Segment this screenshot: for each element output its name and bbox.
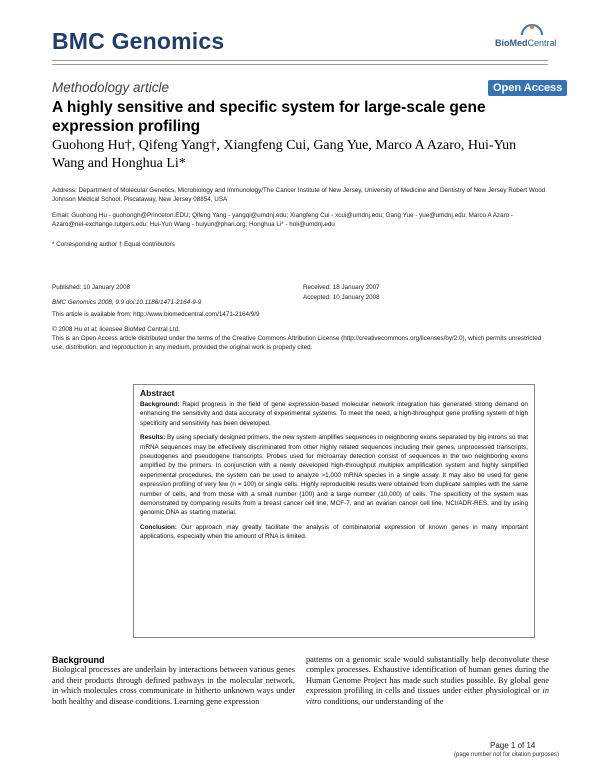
abstract-results	[140, 433, 528, 518]
dates-info	[303, 283, 543, 302]
body-column-right	[306, 655, 549, 707]
citation: BMC Genomics 2008, 9:9 doi:10.1186/1471-2164-9-9	[52, 299, 202, 306]
header-divider	[52, 60, 548, 61]
article-title: A highly sensitive and specific system for large-scale gene expression profiling	[52, 99, 486, 135]
body-text-right-a: patterns on a genomic scale would substantially help deconvolute these complex processes. Exhaustive identification of human genes during the Human Genome Project has made such studies possible. By global gene expression profiling in cells and tissues under either physiological or	[306, 655, 549, 696]
body-text-right-italic: in vitro	[306, 686, 549, 706]
copyright-line: © 2008 Hu et al; licensee BioMed Central Ltd.	[52, 326, 180, 333]
results-text: By using specially designed primers, the new system amplifies sequences in neighboring exons separated by big introns so that mRNA sequences may be effectively discriminated from other highly related sequences including their genes, unprocessed transcripts, pseudogenes and pseudogene transcripts. Probes used for microarray detection consist of sequences in the two neighboring exons amplified by the primers. In conjunction with a newly developed high-throughput multiplex amplification system and highly simplified experimental procedures, the system can be used to analyze >1,000 mRNA species in a single assay. It may also be used for gene expression profiling of very few (n = 100) or single cells. Highly reproducible results were obtained from duplicate samples with the same number of cells, and from those with a small number (100) and a large number (10,000) of cells. The specificity of the system was demonstrated by comparing results from a breast cancer cell line, MCF-7, and an ovarian cancer cell line, NCI/ADR-RES, and by using genomic DNA as starting material.	[140, 434, 528, 517]
author-list: Guohong Hu†, Qifeng Yang†, Xiangfeng Cui, Gang Yue, Marco A Azaro, Hui-Yun Wang and Honghua Li*	[52, 138, 517, 171]
author-notes: * Corresponding author † Equal contributors	[52, 241, 175, 248]
results-label: Results:	[140, 434, 166, 442]
publication-info	[52, 283, 292, 307]
body-paragraph-left: Biological processes are underlain by interactions between various genes and their products through defined pathways in the molecular network, in which molecules cross communicate in hitherto unknown ways under both healthy and disease conditions. Learning gene expression	[52, 665, 295, 706]
abstract-box	[133, 384, 535, 638]
body-text-right-b: conditions, our understanding of the	[321, 696, 444, 706]
publisher-logo	[495, 38, 557, 48]
body-column-left	[52, 655, 295, 707]
article-type: Methodology article	[52, 80, 170, 95]
article-availability: This article is available from: http://www.biomedcentral.com/1471-2164/9/9	[52, 311, 260, 318]
author-emails: Email: Guohong Hu - guohongh@Princeton.EDU; Qifeng Yang - yangqi@umdnj.edu; Xiangfeng Cui - xcui@umdnj.edu; Gang Yue - yue@umdnj.edu; Marco A Azaro - Azaro@nel-exchange.rutgers.edu; Hui-Yun Wang - huiyun@phari.org; Honghua Li* - holi@umdnj.edu	[52, 212, 514, 228]
affiliation-address: Address: Department of Molecular Genetics, Microbiology and Immunology/The Cancer Institute of New Jersey, University of Medicine and Dentistry of New Jersey Robert Wood Johnson Medical School, Piscataway, New Jersey 08854, USA	[52, 187, 546, 203]
header-divider-2	[52, 64, 548, 65]
page-number: Page 1 of 14	[490, 741, 536, 750]
biomed-logo-icon	[520, 21, 544, 37]
logo-central: Central	[527, 38, 557, 48]
background-label: Background:	[140, 401, 180, 408]
page-number-note: (page number not for citation purposes)	[454, 752, 560, 758]
background-text: Rapid progress in the field of gene expression-based molecular network integration has generated strong demand on enhancing the sensitivity and data accuracy of experimental systems. To meet the need, a high-throughput gene profiling system of high specificity and sensitivity has been developed.	[140, 401, 528, 427]
conclusion-text: Our approach may greatly facilitate the analysis of combinatorial expression of known genes in many important applications, especially when the amount of RNA is limited.	[140, 523, 528, 541]
abstract-conclusion	[140, 523, 528, 542]
received-date: Received: 18 January 2007	[303, 284, 380, 291]
conclusion-label: Conclusion:	[140, 523, 177, 531]
published-date: Published: 10 January 2008	[52, 284, 131, 291]
journal-title: BMC Genomics	[52, 28, 225, 54]
logo-biomed: BioMed	[495, 38, 528, 48]
accepted-date: Accepted: 10 January 2008	[303, 294, 380, 301]
abstract-heading: Abstract	[140, 388, 175, 398]
open-access-badge: Open Access	[488, 80, 567, 96]
background-heading: Background	[52, 655, 105, 665]
license-text: This is an Open Access article distributed under the terms of the Creative Commons Attribution License (http://creativecommons.org/licenses/by/2.0), which permits unrestricted use, distribution, and reproduction in any medium, provided the original work is properly cited.	[52, 335, 542, 351]
abstract-background	[140, 400, 528, 428]
